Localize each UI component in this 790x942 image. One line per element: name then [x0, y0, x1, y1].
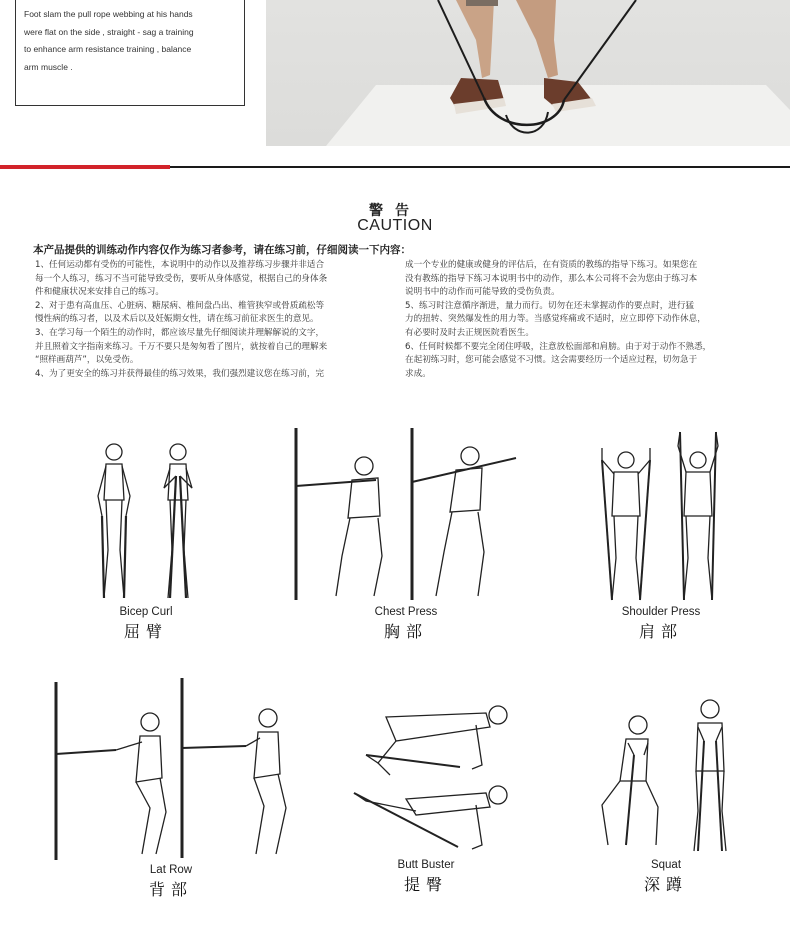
- exercise-lat-row: [41, 678, 301, 900]
- intro-line: Foot slam the pull rope webbing at his hands: [24, 9, 193, 19]
- bicep-curl-illustration: [76, 430, 216, 606]
- product-photo: [266, 0, 790, 146]
- exercise-label-en: Chest Press: [374, 606, 438, 618]
- exercise-squat: [586, 695, 746, 895]
- rule-line: 成一个专业的健康或健身的评估后，在有资质的教练的指导下练习。如果您在: [405, 260, 698, 270]
- exercise-label-cn: 肩部: [638, 622, 683, 641]
- intro-line: arm muscle .: [24, 61, 73, 72]
- exercise-label-cn: 屈臂: [123, 622, 168, 641]
- rule-line: 2、对于患有高血压、心脏病、糖尿病、椎间盘凸出、椎管狭窄或骨质疏松等: [35, 300, 325, 311]
- exercise-label-en: Squat: [650, 859, 682, 871]
- exercise-chest-press: [281, 426, 531, 642]
- intro-text-box: [15, 0, 245, 106]
- squat-illustration: [586, 695, 746, 859]
- rule-line: 6、任何时候都不要完全闭住呼吸，注意放松面部和肩膀。由于对于动作不熟悉，: [405, 341, 712, 352]
- rule-line: 说明书中的动作而可能导致的受伤负责。: [405, 287, 560, 298]
- exercise-label-cn: 深蹲: [643, 875, 688, 894]
- caution-rules-right: [405, 259, 757, 381]
- rule-line: 件和健康状况来安排自己的练习。: [35, 287, 164, 298]
- rule-line: 5、练习时注意循序渐进，量力而行。切勿在还未掌握动作的要点时，进行猛: [405, 300, 695, 311]
- caution-title-en: CAUTION: [357, 217, 433, 234]
- exercise-label-cn: 提臀: [403, 875, 448, 894]
- exercise-label-en: Lat Row: [149, 864, 193, 876]
- intro-line: to enhance arm resistance training , balance: [24, 44, 192, 54]
- lat-row-illustration: [46, 678, 296, 864]
- chest-press-illustration: [286, 426, 526, 606]
- caution-lead: 本产品提供的训练动作内容仅作为练习者参考，请在练习前，仔细阅读一下内容：: [33, 244, 411, 256]
- exercise-label-en: Butt Buster: [397, 859, 455, 871]
- exercise-label-en: Shoulder Press: [621, 606, 701, 618]
- exercise-butt-buster: [326, 695, 526, 895]
- rule-line: 没有教练的指导下练习本说明书中的动作，那么本公司将不会为您由于练习本: [405, 273, 698, 284]
- intro-line: were flat on the side , straight - sag a training: [24, 26, 194, 37]
- rule-line: 求成。: [405, 368, 431, 379]
- exercise-guide: [26, 410, 770, 920]
- butt-buster-illustration: [326, 695, 526, 859]
- rule-line: 1、任何运动都有受伤的可能性，本说明中的动作以及推荐练习步骤并非适合: [35, 260, 325, 270]
- exercise-label-en: Bicep Curl: [119, 606, 173, 618]
- rule-line: 在起初练习时，您可能会感觉不习惯。这会需要经历一个适应过程，切勿急于: [405, 355, 698, 366]
- caution-rules-left: [35, 259, 385, 381]
- section-divider-accent: [0, 165, 170, 169]
- rule-line: “照样画葫芦”，以免受伤。: [35, 355, 139, 366]
- section-divider-line: [170, 166, 790, 168]
- rule-line: 慢性病的练习者，以及术后以及妊娠期女性，请在练习前征求医生的意见。: [35, 314, 319, 325]
- photo-legs-on-band: [266, 0, 790, 146]
- rule-line: 并且照着文字指南来练习。千万不要只是匆匆看了图片，就按着自己的理解来: [35, 341, 328, 352]
- rule-line: 力的扭转、突然爆发性的用力等。当感觉疼痛或不适时，应立即停下动作休息，: [405, 314, 706, 325]
- shoulder-press-illustration: [586, 430, 736, 606]
- exercise-bicep-curl: [66, 430, 226, 642]
- rule-line: 3、在学习每一个陌生的动作时，都应该尽量先仔细阅读并理解解说的文字，: [35, 327, 325, 338]
- rule-line: 有必要时及时去正规医院看医生。: [405, 327, 534, 338]
- caution-title-cn: 警告: [369, 203, 421, 219]
- rule-line: 4、为了更安全的练习并获得最佳的练习效果，我们强烈建议您在练习前，完: [35, 368, 325, 379]
- rule-line: 每一个人练习，练习不当可能导致受伤，要听从身体感觉，根据自己的身体条: [35, 273, 328, 284]
- exercise-label-cn: 胸部: [383, 622, 428, 641]
- exercise-label-cn: 背部: [148, 880, 193, 899]
- exercise-shoulder-press: [586, 430, 736, 642]
